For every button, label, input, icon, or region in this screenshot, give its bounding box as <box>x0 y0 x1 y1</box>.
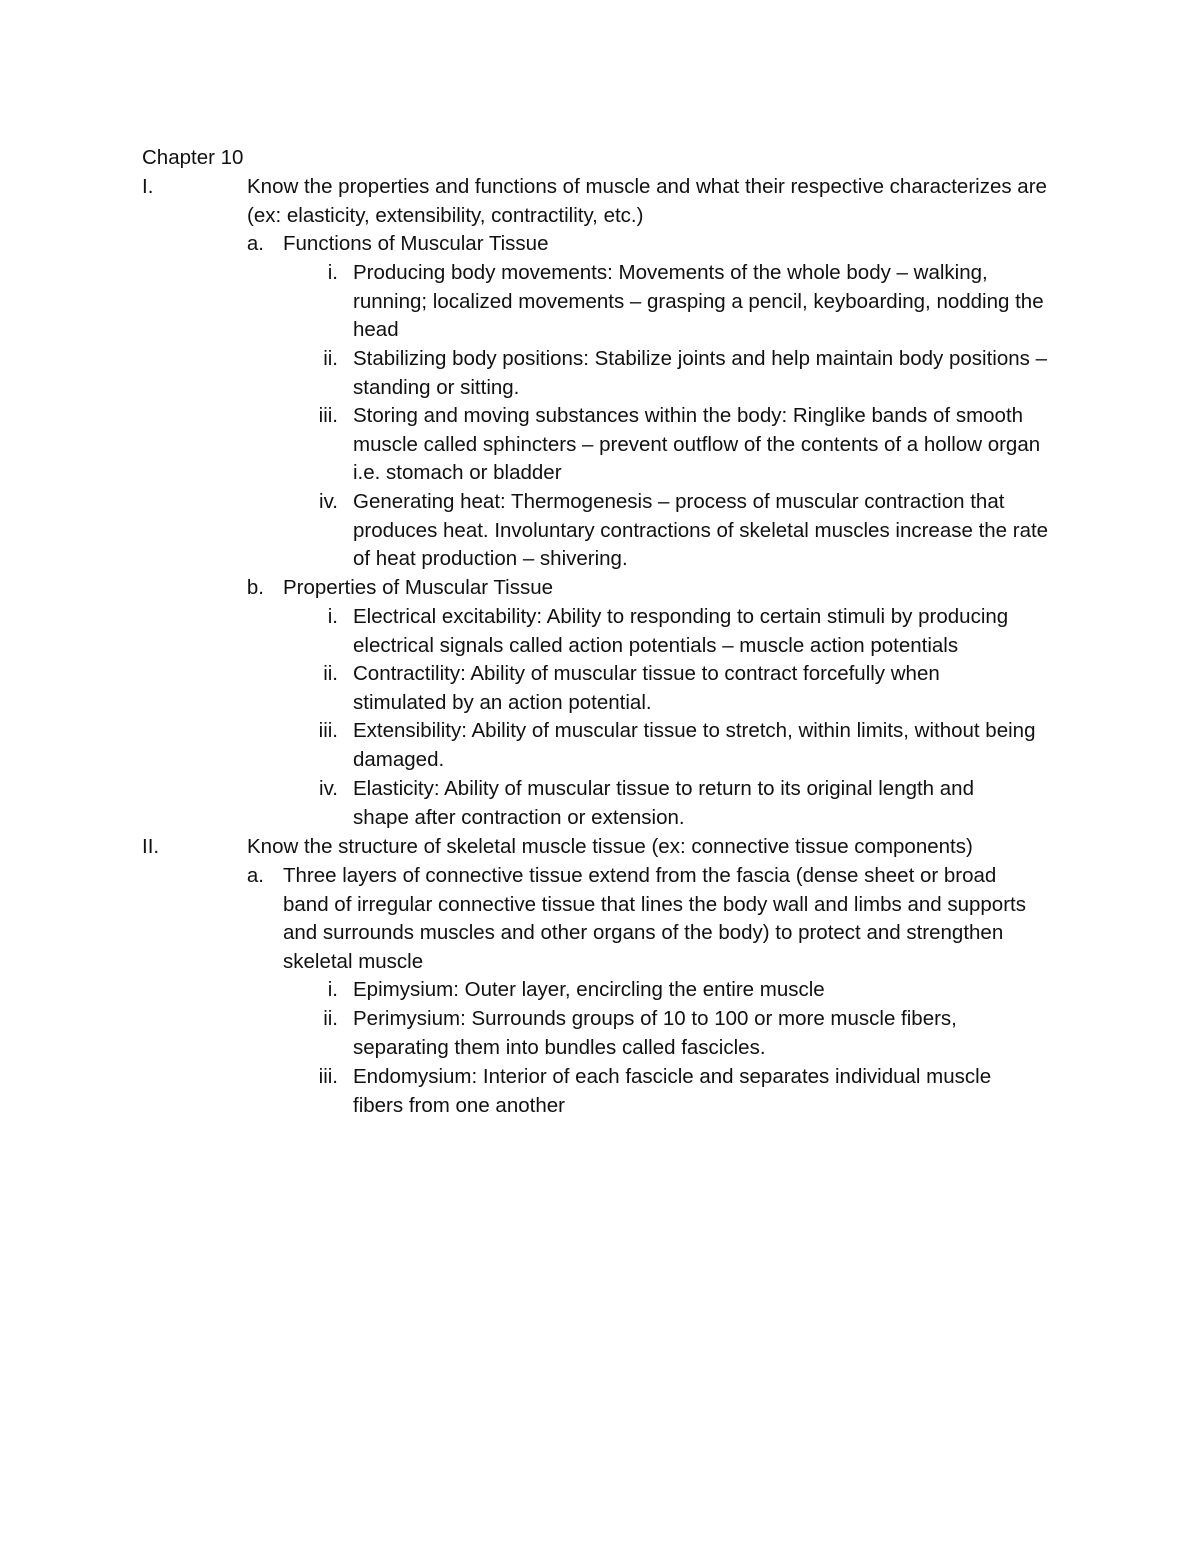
subsection-heading: Functions of Muscular Tissue <box>283 232 549 255</box>
list-item: Generating heat: Thermogenesis – process of muscular contraction that produces heat. Involuntary contractions of skeletal muscles increase the rate of heat production – shivering. <box>353 490 1049 571</box>
list-item: Endomysium: Interior of each fascicle and separates individual muscle fibers from one another <box>353 1065 992 1117</box>
list-item: Epimysium: Outer layer, encircling the entire muscle <box>353 978 825 1001</box>
item-marker: ii. <box>323 1007 338 1030</box>
item-marker: i. <box>327 605 338 628</box>
item-marker: iv. <box>319 777 338 800</box>
section-marker: II. <box>142 835 160 858</box>
list-item: Storing and moving substances within the body: Ringlike bands of smooth muscle called sphincters – prevent outflow of the contents of a hollow organ i.e. stomach or bladder <box>353 404 1041 485</box>
item-marker: iii. <box>318 719 338 742</box>
section-text: Know the structure of skeletal muscle tissue (ex: connective tissue components) <box>247 835 973 858</box>
subsection-heading: Three layers of connective tissue extend from the fascia (dense sheet or broad band of irregular connective tissue that lines the body wall and limbs and supports and surrounds muscles and other organs of the body) to protect and strengthen skeletal muscle <box>283 864 1026 973</box>
section-marker: I. <box>142 175 154 198</box>
subsection-marker: a. <box>246 232 264 255</box>
list-item: Extensibility: Ability of muscular tissue to stretch, within limits, without being damaged. <box>353 719 1036 771</box>
item-marker: i. <box>327 978 338 1001</box>
item-marker: iii. <box>318 1065 338 1088</box>
list-item: Electrical excitability: Ability to responding to certain stimuli by producing electrical signals called action potentials – muscle action potentials <box>353 605 1009 657</box>
list-item: Contractility: Ability of muscular tissue to contract forcefully when stimulated by an action potential. <box>353 662 940 714</box>
item-marker: ii. <box>323 662 338 685</box>
list-item: Elasticity: Ability of muscular tissue to return to its original length and shape after contraction or extension. <box>353 777 974 829</box>
list-item: Producing body movements: Movements of the whole body – walking, running; localized movements – grasping a pencil, keyboarding, nodding the head <box>353 261 1044 342</box>
subsection-marker: b. <box>246 576 264 599</box>
item-marker: i. <box>327 261 338 284</box>
item-marker: ii. <box>323 347 338 370</box>
list-item: Perimysium: Surrounds groups of 10 to 100 or more muscle fibers, separating them into bundles called fascicles. <box>353 1007 957 1059</box>
item-marker: iv. <box>319 490 338 513</box>
section-text: Know the properties and functions of muscle and what their respective characterizes are (ex: elasticity, extensibility, contractility, etc.) <box>247 175 1047 227</box>
subsection-marker: a. <box>246 864 264 887</box>
item-marker: iii. <box>318 404 338 427</box>
subsection-heading: Properties of Muscular Tissue <box>283 576 554 599</box>
list-item: Stabilizing body positions: Stabilize joints and help maintain body positions – standing or sitting. <box>353 347 1048 399</box>
page-title: Chapter 10 <box>142 146 244 169</box>
